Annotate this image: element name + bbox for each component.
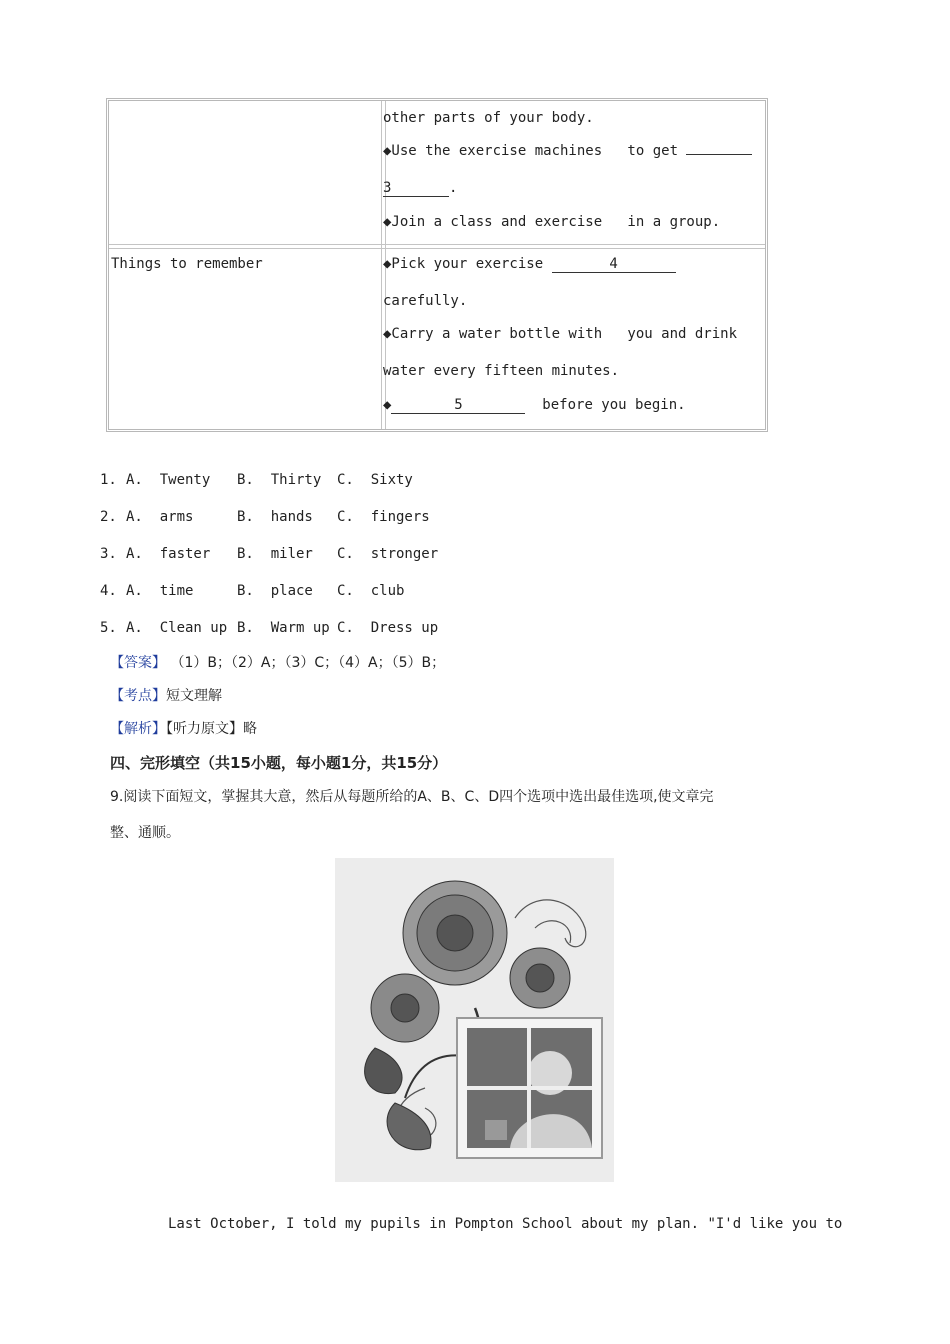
option-c: C. stronger — [337, 546, 439, 562]
option-b: B. miler — [237, 546, 313, 562]
option-a: A. arms — [126, 509, 194, 525]
option-c: C. fingers — [337, 509, 430, 525]
jiexi-line: 【解析】【听力原文】略 — [110, 721, 257, 737]
option-c: C. Dress up — [337, 620, 439, 636]
table-cell-line: other parts of your body. — [383, 110, 594, 126]
instruction-line: 9.阅读下面短文，掌握其大意，然后从每题所给的A、B、C、D四个选项中选出最佳选项,使文章完 — [110, 789, 714, 805]
blank-5: 5 — [391, 397, 525, 414]
section-title: 四、完形填空（共15小题，每小题1分，共15分） — [110, 754, 448, 772]
blank-3: 3 — [383, 180, 449, 197]
option-c: C. Sixty — [337, 472, 413, 488]
table-cell-line: carefully. — [383, 293, 468, 309]
table-cell-line: ◆ 5 before you begin. — [383, 397, 686, 413]
option-a: A. faster — [126, 546, 211, 562]
table-row-label: Things to remember — [111, 256, 263, 272]
question-number: 2. — [100, 509, 117, 525]
kaodian-line: 【考点】短文理解 — [110, 688, 222, 704]
option-b: B. place — [237, 583, 313, 599]
option-c: C. club — [337, 583, 405, 599]
table-row-divider — [109, 244, 765, 249]
table-cell-line: ◆Carry a water bottle with you and drink — [383, 326, 738, 342]
passage-first-line: Last October, I told my pupils in Pompton School about my plan. "I'd like you to — [168, 1216, 843, 1232]
instruction-line: 整、通顺。 — [110, 825, 180, 841]
option-a: A. Twenty — [126, 472, 211, 488]
table-cell-line: ◆Use the exercise machines to get — [383, 142, 752, 160]
option-b: B. Thirty — [237, 472, 322, 488]
option-b: B. hands — [237, 509, 313, 525]
answer-line: 【答案】 （1）B；（2）A；（3）C；（4）A；（5）B； — [110, 655, 446, 671]
question-number: 1. — [100, 472, 117, 488]
table-cell-line: ◆Join a class and exercise in a group. — [383, 214, 721, 230]
table-cell-line: 3 . — [383, 180, 458, 196]
question-number: 5. — [100, 620, 117, 636]
question-number: 4. — [100, 583, 117, 599]
table-cell-line: ◆Pick your exercise 4 — [383, 255, 676, 273]
blank-4: 4 — [552, 256, 676, 273]
option-b: B. Warm up — [237, 620, 330, 636]
question-number: 3. — [100, 546, 117, 562]
option-a: A. Clean up — [126, 620, 228, 636]
option-a: A. time — [126, 583, 194, 599]
table-cell-line: water every fifteen minutes. — [383, 363, 620, 379]
flower-window-illustration — [335, 858, 614, 1182]
